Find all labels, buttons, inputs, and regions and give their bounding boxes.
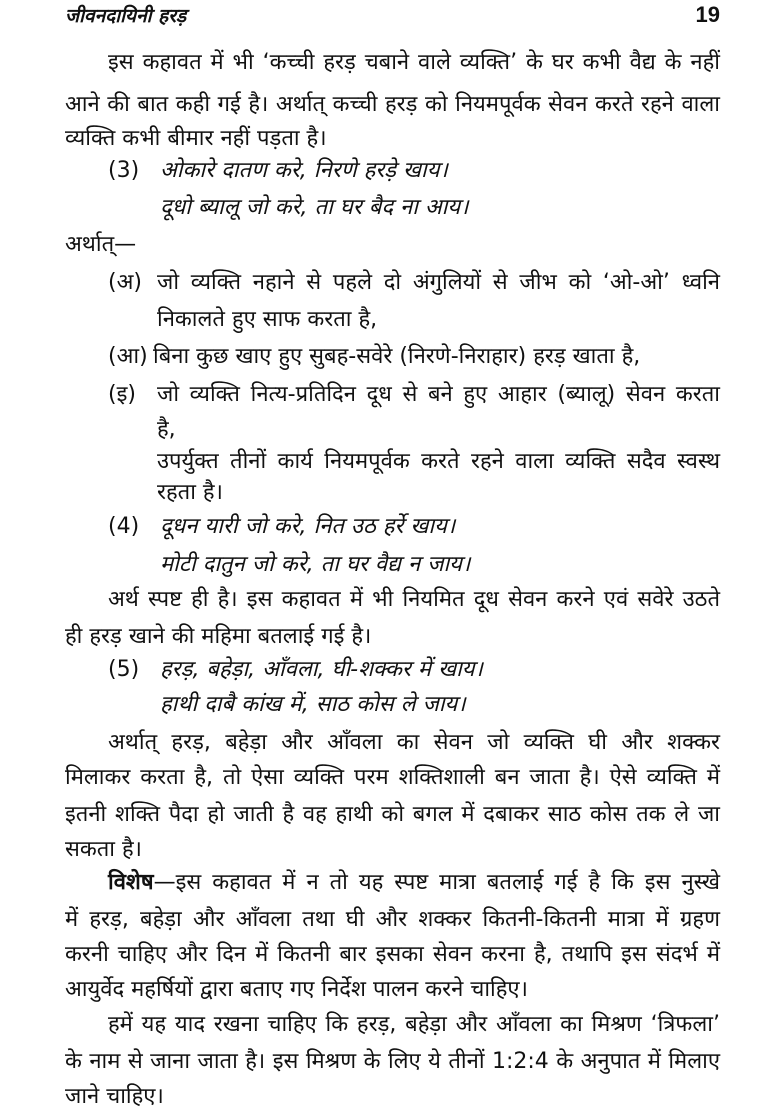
text-line: है, bbox=[157, 417, 176, 442]
verse-line: हरड़, बहेड़ा, आँवला, घी-शक्कर में खाय। bbox=[160, 657, 483, 682]
text-line: अर्थ स्पष्ट ही है। इस कहावत में भी नियमित दूध सेवन करने एवं सवेरे उठते bbox=[108, 587, 720, 612]
list-marker: (आ) bbox=[108, 344, 148, 369]
text-line: बिना कुछ खाए हुए सुबह-सवेरे (निरणे-निराहार) हरड़ खाता है, bbox=[153, 344, 641, 369]
text-line: अर्थात् हरड़, बहेड़ा और आँवला का सेवन जो व्यक्ति घी और शक्कर bbox=[108, 730, 720, 755]
text-line: अर्थात्— bbox=[65, 232, 137, 257]
list-marker: (अ) bbox=[108, 270, 142, 295]
verse-line: दूधन यारी जो करे, नित उठ हर्रे खाय। bbox=[160, 514, 456, 539]
text-line: जो व्यक्ति नित्य-प्रतिदिन दूध से बने हुए आहार (ब्यालू) सेवन करता bbox=[157, 382, 720, 407]
verse-marker: (4) bbox=[108, 514, 140, 539]
text-line: आने की बात कही गई है। अर्थात् कच्ची हरड़ को नियमपूर्वक सेवन करते रहने वाला bbox=[65, 92, 720, 117]
text-line: करनी चाहिए और दिन में कितनी बार इसका सेवन करना है, तथापि इस संदर्भ में bbox=[65, 942, 720, 967]
text-line: ही हरड़ खाने की महिमा बतलाई गई है। bbox=[65, 624, 372, 649]
vishesh-label: विशेष bbox=[108, 870, 154, 895]
text-line: निकालते हुए साफ करता है, bbox=[157, 307, 378, 332]
text-line: इस कहावत में भी ‘कच्ची हरड़ चबाने वाले व्यक्ति’ के घर कभी वैद्य के नहीं bbox=[108, 50, 720, 75]
verse-line: ओकारे दातण करे, निरणे हरड़े खाय। bbox=[160, 158, 448, 183]
text-line: में हरड़, बहेड़ा और आँवला तथा घी और शक्कर कितनी-कितनी मात्रा में ग्रहण bbox=[65, 907, 720, 932]
verse-line: दूधो ब्यालू जो करे, ता घर बैद ना आय। bbox=[160, 195, 469, 220]
text-line: उपर्युक्त तीनों कार्य नियमपूर्वक करते रहने वाला व्यक्ति सदैव स्वस्थ bbox=[157, 449, 720, 474]
verse-line: हाथी दाबै कांख में, साठ कोस ले जाय। bbox=[160, 692, 466, 717]
text-line: मिलाकर करता है, तो ऐसा व्यक्ति परम शक्तिशाली बन जाता है। ऐसे व्यक्ति में bbox=[65, 765, 720, 790]
text-line: के नाम से जाना जाता है। इस मिश्रण के लिए ये तीनों 1:2:4 के अनुपात में मिलाए bbox=[65, 1049, 720, 1074]
verse-line: मोटी दातुन जो करे, ता घर वैद्य न जाय। bbox=[160, 552, 471, 577]
verse-marker: (3) bbox=[108, 158, 140, 183]
page-number: 19 bbox=[695, 2, 720, 27]
text-line: जो व्यक्ति नहाने से पहले दो अंगुलियों से जीभ को ‘ओ-ओ’ ध्वनि bbox=[157, 270, 720, 295]
vishesh-line bbox=[108, 868, 720, 898]
text-line: रहता है। bbox=[157, 480, 223, 505]
text-line: इतनी शक्ति पैदा हो जाती है वह हाथी को बगल में दबाकर साठ कोस तक ले जा bbox=[65, 802, 720, 827]
text-line: —इस कहावत में न तो यह स्पष्ट मात्रा बतलाई गई है कि इस नुस्खे bbox=[153, 870, 720, 895]
text-line: व्यक्ति कभी बीमार नहीं पड़ता है। bbox=[65, 126, 327, 151]
text-line: जाने चाहिए। bbox=[65, 1084, 164, 1109]
list-marker: (इ) bbox=[108, 382, 136, 407]
text-line: आयुर्वेद महर्षियों द्वारा बताए गए निर्देश पालन करने चाहिए। bbox=[65, 977, 528, 1002]
verse-marker: (5) bbox=[108, 657, 140, 682]
text-line: सकता है। bbox=[65, 837, 143, 862]
running-header-title: जीवनदायिनी हरड़ bbox=[65, 5, 187, 27]
text-line: हमें यह याद रखना चाहिए कि हरड़, बहेड़ा और आँवला का मिश्रण ‘त्रिफला’ bbox=[108, 1012, 720, 1037]
